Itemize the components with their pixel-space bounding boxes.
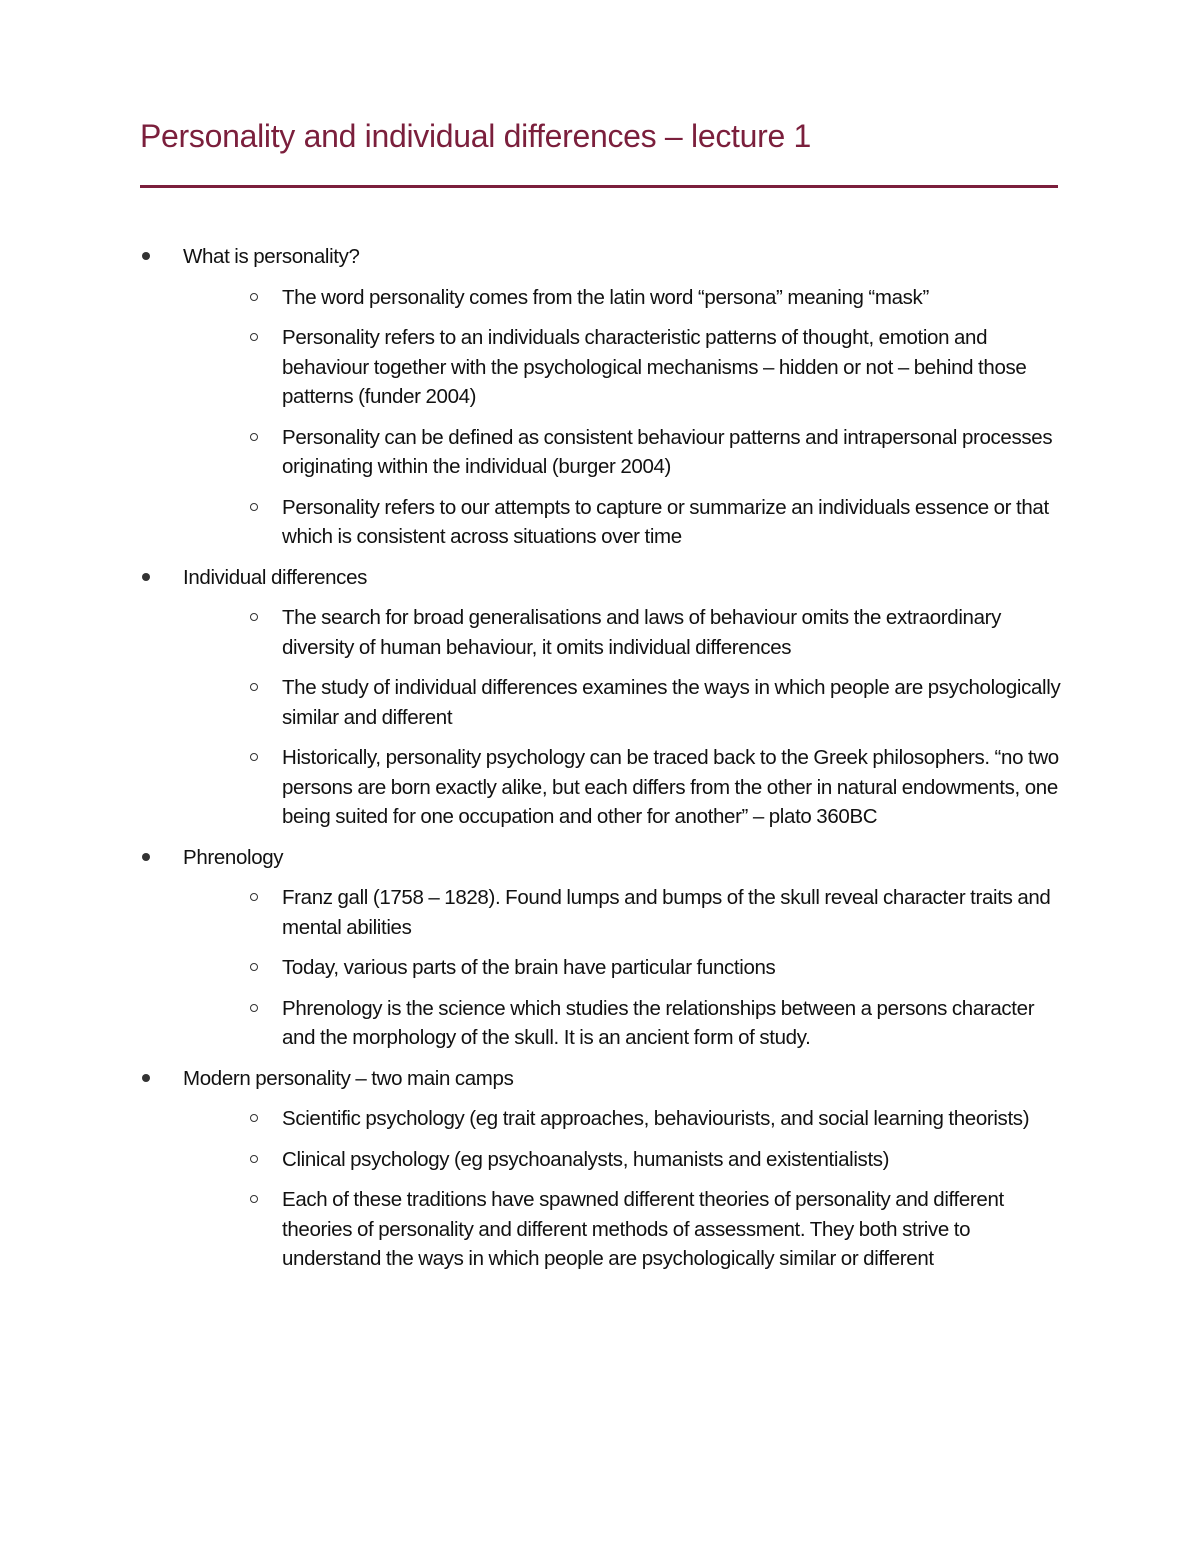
topic-what-is-personality: [140, 242, 1065, 552]
list-item: [183, 673, 1065, 732]
topic-phrenology: [140, 843, 1065, 1053]
topic-heading: Individual differences: [183, 565, 368, 589]
circle-bullet-icon: [250, 683, 258, 691]
list-item: [183, 1104, 1065, 1134]
list-item-text: Historically, personality psychology can be traced back to the Greek philosophers. “no two persons are born exactly alike, but each differs from the other in natural endowments, one being suited for one occupation and other for another” – plato 360BC: [282, 746, 1059, 828]
circle-bullet-icon: [250, 1114, 258, 1122]
circle-bullet-icon: [250, 613, 258, 621]
circle-bullet-icon: [250, 1155, 258, 1163]
circle-bullet-icon: [250, 753, 258, 761]
list-item: [183, 493, 1065, 552]
topic-heading: Phrenology: [183, 845, 284, 869]
bullet-icon: [142, 252, 150, 260]
list-item: [183, 1185, 1065, 1274]
page-title: Personality and individual differences – lecture 1: [140, 118, 812, 154]
list-item: [183, 423, 1065, 482]
circle-bullet-icon: [250, 1195, 258, 1203]
list-item: [183, 1145, 1065, 1175]
circle-bullet-icon: [250, 963, 258, 971]
list-item-text: Phrenology is the science which studies the relationships between a persons character and the morphology of the skull. It is an ancient form of study.: [282, 996, 1035, 1049]
circle-bullet-icon: [250, 333, 258, 341]
list-item: [183, 953, 1065, 983]
list-item-text: The study of individual differences examines the ways in which people are psychologically similar and different: [282, 676, 1061, 729]
circle-bullet-icon: [250, 503, 258, 511]
list-item-text: Personality refers to an individuals characteristic patterns of thought, emotion and behaviour together with the psychological mechanisms – hidden or not – behind those patterns (funder 2004): [282, 326, 1027, 408]
list-item: [183, 323, 1065, 412]
topic-individual-differences: [140, 563, 1065, 832]
topic-modern-personality: [140, 1064, 1065, 1274]
list-item-text: Clinical psychology (eg psychoanalysts, humanists and existentialists): [282, 1147, 890, 1171]
list-item-text: Today, various parts of the brain have particular functions: [282, 956, 776, 979]
circle-bullet-icon: [250, 293, 258, 301]
list-item-text: The search for broad generalisations and laws of behaviour omits the extraordinary diversity of human behaviour, it omits individual differences: [282, 606, 1002, 659]
topic-points: [183, 283, 1065, 552]
title-divider: [140, 185, 1058, 188]
circle-bullet-icon: [250, 1004, 258, 1012]
topic-points: [183, 883, 1065, 1053]
list-item-text: The word personality comes from the latin word “persona” meaning “mask”: [282, 285, 929, 309]
list-item-text: Franz gall (1758 – 1828). Found lumps and bumps of the skull reveal character traits and mental abilities: [282, 886, 1051, 939]
bullet-icon: [142, 853, 150, 861]
lecture-notes: [140, 242, 1065, 1285]
bullet-icon: [142, 1074, 150, 1082]
topic-points: [183, 603, 1065, 832]
circle-bullet-icon: [250, 893, 258, 901]
topic-heading: Modern personality – two main camps: [183, 1066, 514, 1090]
topic-points: [183, 1104, 1065, 1274]
list-item-text: Personality can be defined as consistent behaviour patterns and intrapersonal processes originating within the individual (burger 2004): [282, 425, 1053, 478]
list-item: [183, 603, 1065, 662]
list-item: [183, 743, 1065, 832]
list-item-text: Each of these traditions have spawned different theories of personality and different theories of personality and different methods of assessment. They both strive to understand the ways in which people are psychologically similar or different: [282, 1188, 1004, 1270]
list-item-text: Personality refers to our attempts to capture or summarize an individuals essence or that which is consistent across situations over time: [282, 495, 1049, 548]
list-item: [183, 994, 1065, 1053]
bullet-icon: [142, 573, 150, 581]
circle-bullet-icon: [250, 433, 258, 441]
list-item: [183, 283, 1065, 313]
list-item: [183, 883, 1065, 942]
topic-heading: What is personality?: [183, 245, 360, 268]
list-item-text: Scientific psychology (eg trait approaches, behaviourists, and social learning theorists): [282, 1107, 1030, 1130]
